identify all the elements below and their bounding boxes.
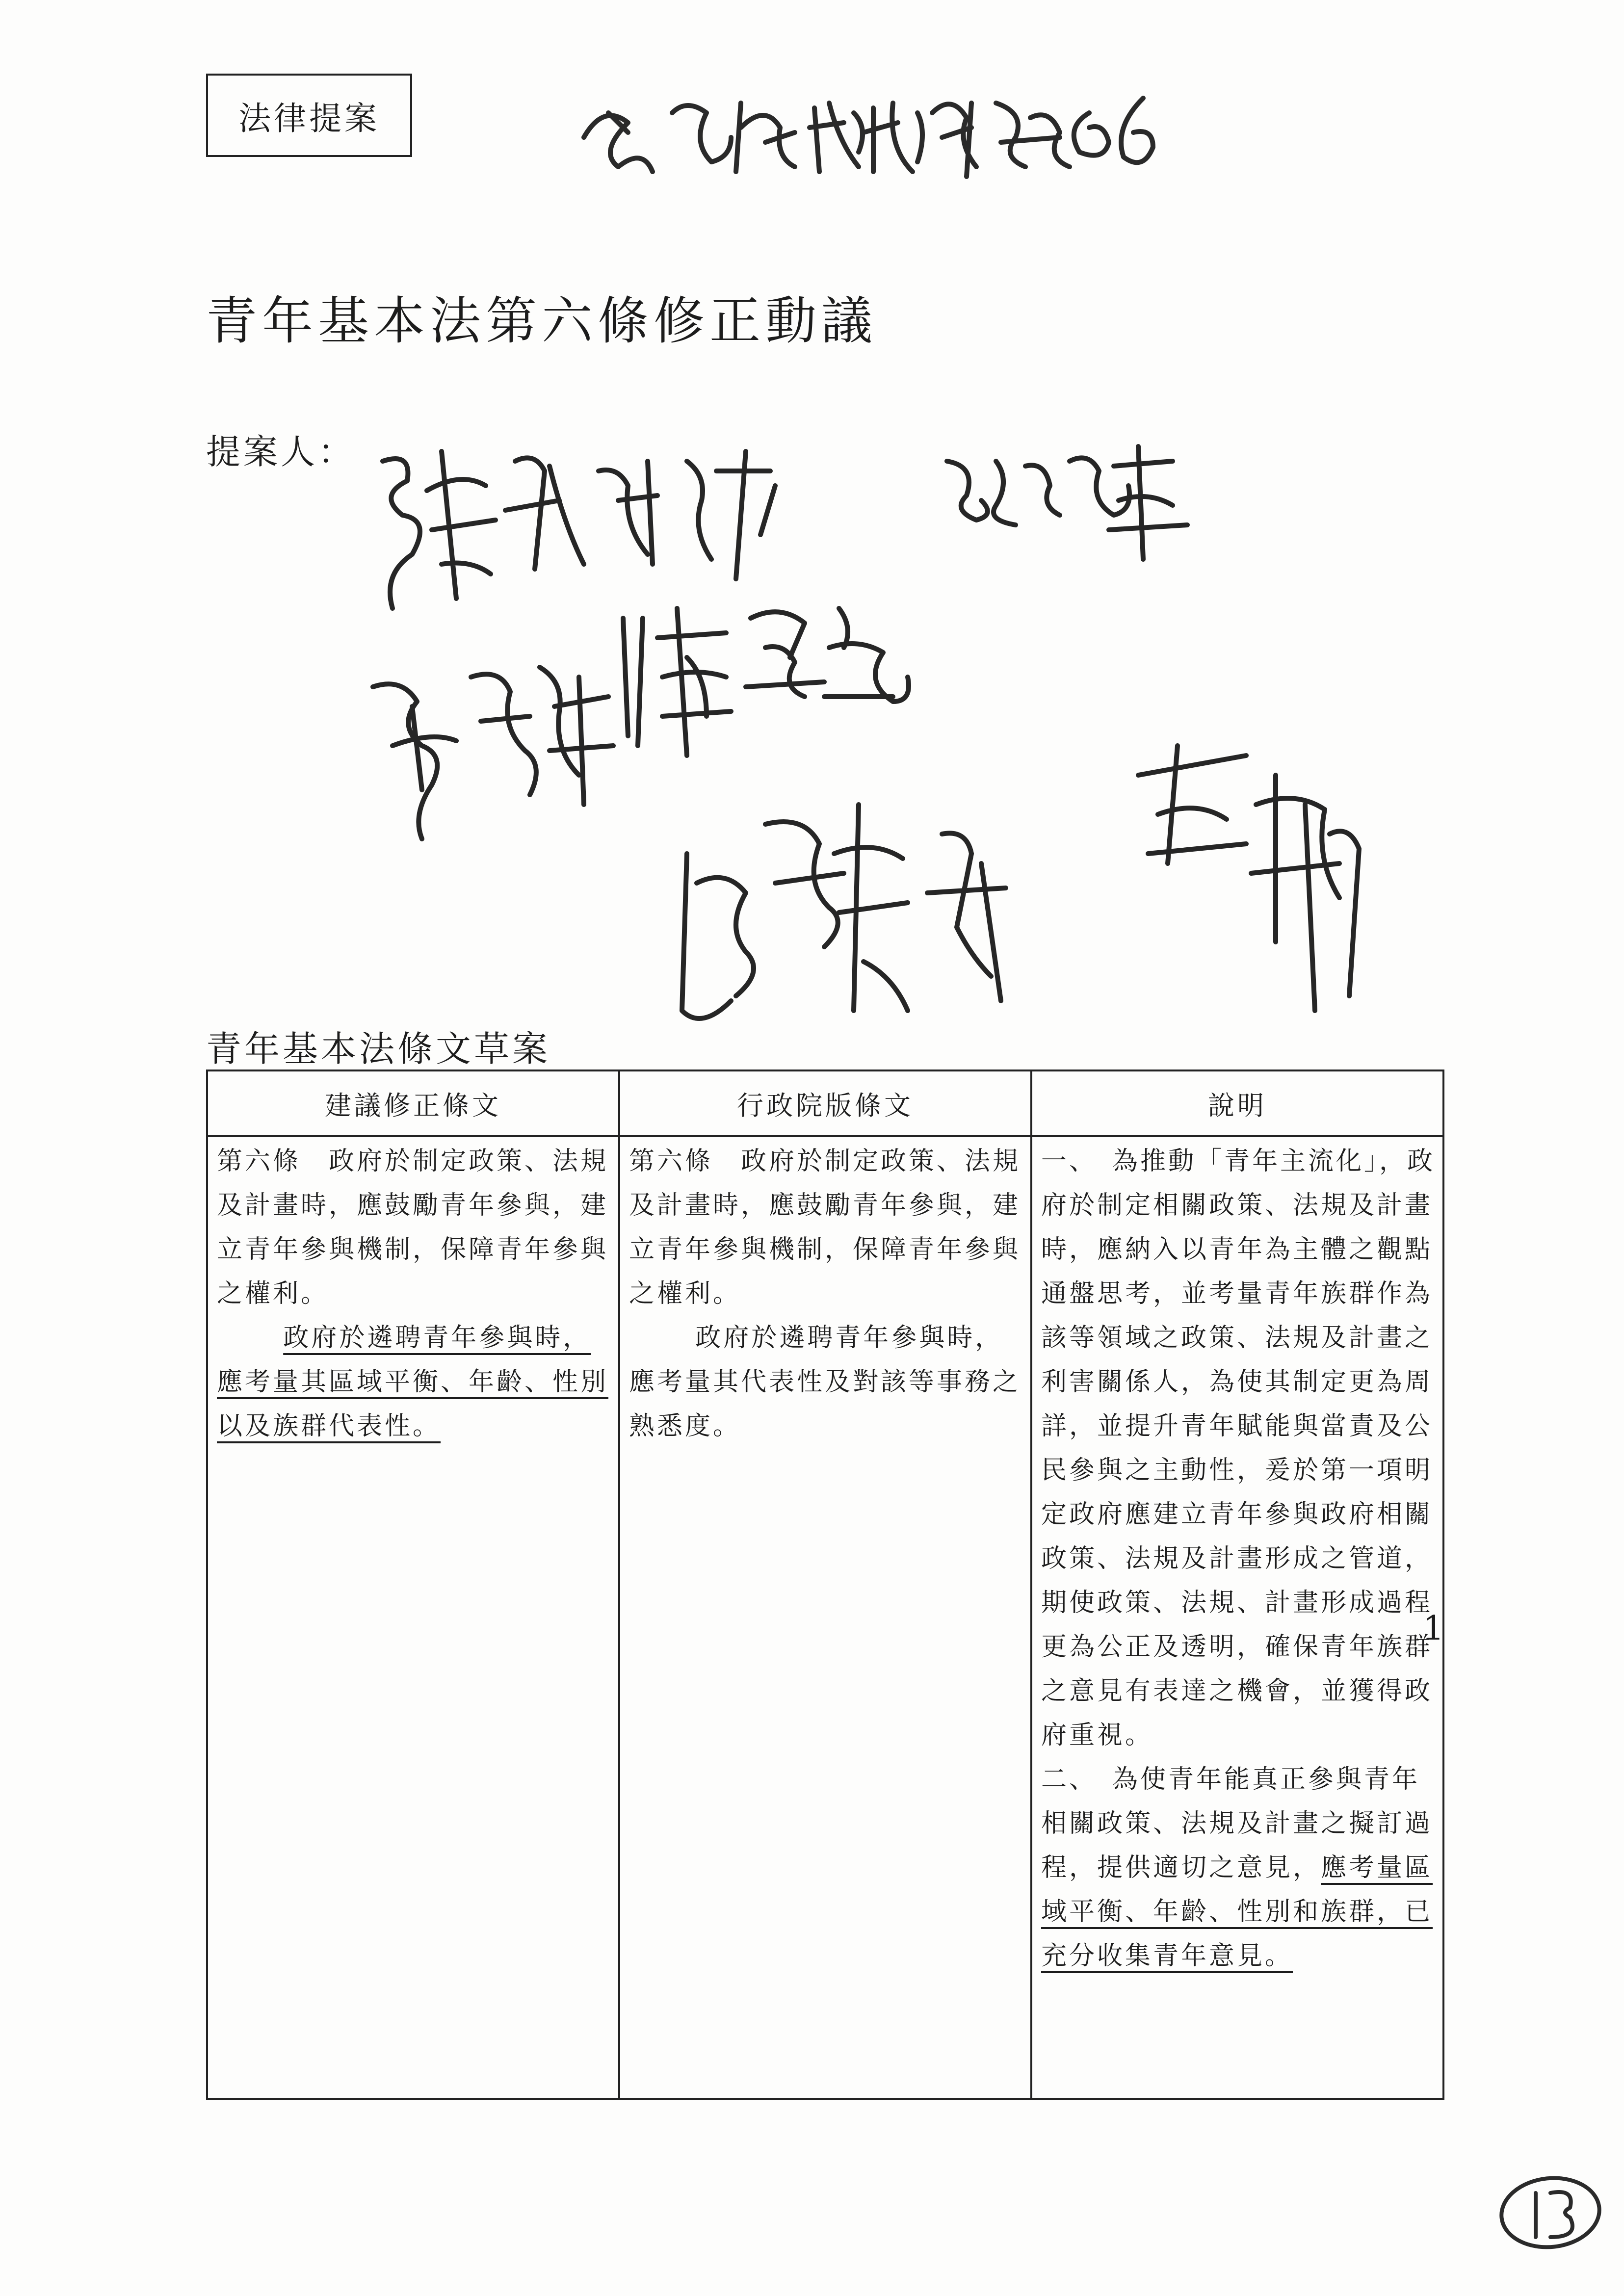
column-header-explanation: 說明 — [1031, 1070, 1443, 1136]
proposer-signatures — [343, 432, 1398, 1084]
explanation-cell — [1031, 1136, 1443, 2099]
explanation-item-2 — [1041, 1757, 1437, 1978]
page-number: 1 — [1423, 1609, 1444, 1648]
explanation-item-1-text: 為推動「青年主流化」，政府於制定相關政策、法規及計畫時，應納入以青年為主體之觀點通盤思考，並考量青年族群作為該等領域之政策、法規及計畫之利害關係人，為使其制定更為周詳，並提升青年賦能與當責及公民參與之主動性，爰於第一項明定政府應建立青年參與政府相關政策、法規及計畫形成之管道，期使政策、法規、計畫形成過程更為公正及透明，確保青年族群之意見有表達之機會，並獲得政府重視。 — [1041, 1147, 1436, 1750]
proposer-label: 提案人： — [206, 432, 355, 472]
document-type-label: 法律提案 — [238, 99, 380, 137]
column-header-executive: 行政院版條文 — [619, 1070, 1031, 1136]
executive-paragraph-2: 政府於遴聘青年參與時，應考量其代表性及對該等事務之熟悉度。 — [629, 1323, 1021, 1441]
executive-paragraph-1: 第六條 政府於制定政策、法規及計畫時，應鼓勵青年參與，建立青年參與機制，保障青年參與之權利。 — [629, 1147, 1021, 1308]
proposed-paragraph-2: 政府於遴聘青年參與時，應考量其區域平衡、年齡、性別以及族群代表性。 — [217, 1323, 609, 1441]
proposed-article-cell — [207, 1136, 619, 2099]
document-title: 青年基本法第六條修正動議 — [206, 291, 878, 351]
page-stamp — [1501, 2173, 1609, 2259]
draft-article-table — [206, 1070, 1444, 2100]
document-type-box — [206, 74, 412, 157]
explanation-item-2-underlined-text: 應考量區域平衡、年齡、性別和族群，已充分收集青年意見。 — [1041, 1853, 1433, 1971]
explanation-item-2-number: 二、 — [1041, 1765, 1085, 1794]
handwritten-note-signature — [579, 83, 1192, 182]
proposed-paragraph-1: 第六條 政府於制定政策、法規及計畫時，應鼓勵青年參與，建立青年參與機制，保障青年參與之權利。 — [217, 1147, 609, 1308]
explanation-item-1 — [1041, 1139, 1437, 1757]
table-heading: 青年基本法條文草案 — [206, 1028, 551, 1070]
table-row — [207, 1136, 1443, 2099]
executive-article-cell — [619, 1136, 1031, 2099]
table-header-row — [207, 1070, 1443, 1136]
explanation-item-2-text: 為使青年能真正參與青年相關政策、法規及計畫之擬訂過程，提供適切之意見， — [1041, 1765, 1433, 1882]
stamp-circle-drawing — [1501, 2173, 1609, 2257]
column-header-proposed: 建議修正條文 — [207, 1070, 619, 1136]
explanation-item-1-number: 一、 — [1041, 1147, 1085, 1176]
